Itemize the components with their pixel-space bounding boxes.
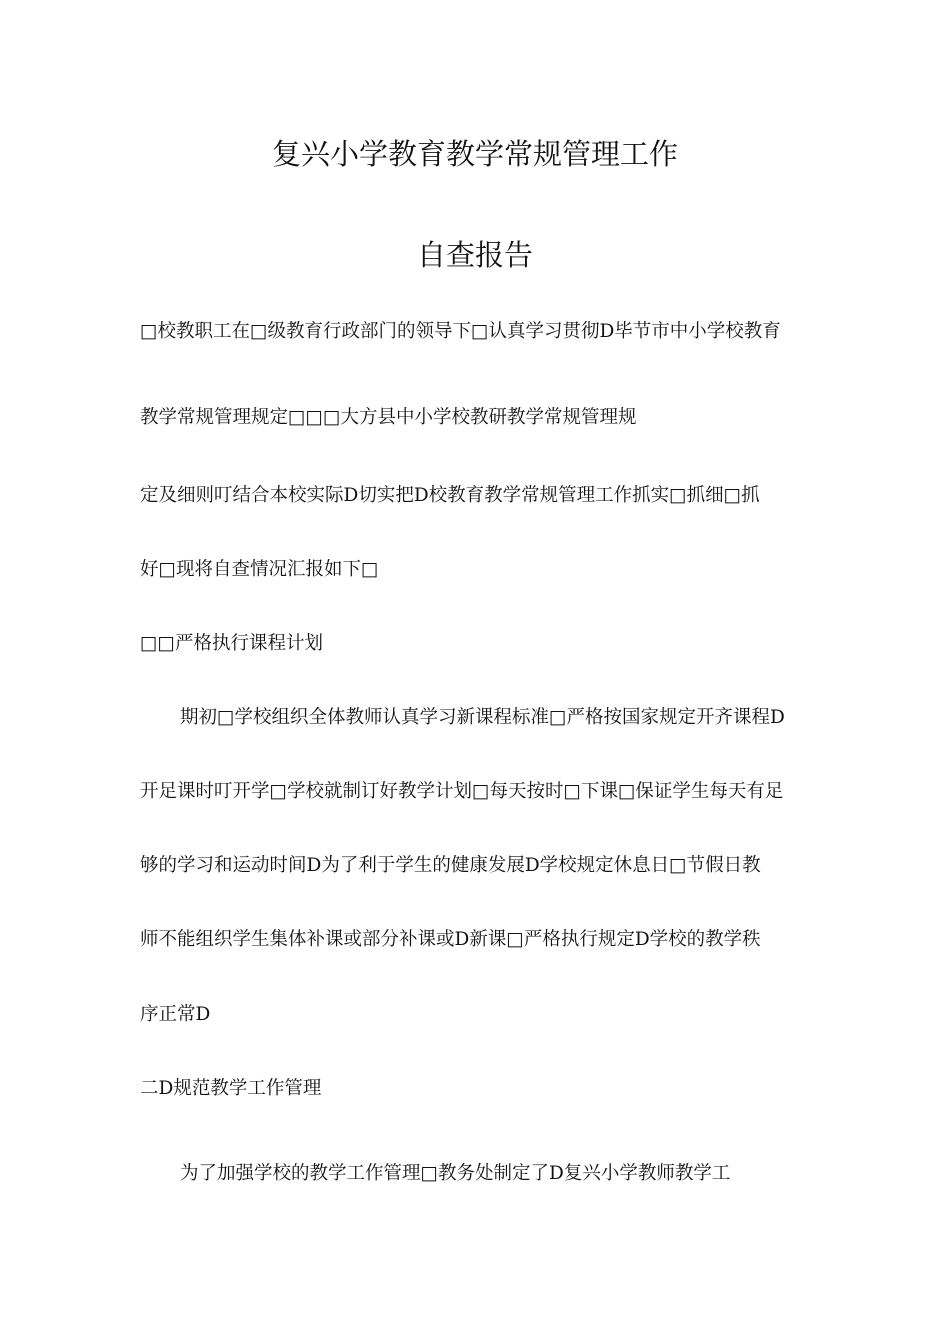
paragraph-line: 定及细则叮结合本校实际D切实把D校教育教学常规管理工作抓实□抓细□抓 (140, 485, 760, 506)
document-subtitle: 自查报告 (416, 238, 533, 272)
paragraph-line: 开足课时叮开学□学校就制订好教学计划□每天按时□下课□保证学生每天有足 (140, 781, 784, 802)
paragraph-line: 为了加强学校的教学工作管理□教务处制定了D复兴小学教师教学工 (180, 1163, 731, 1184)
paragraph-line: 教学常规管理规定□□□大方县中小学校教研教学常规管理规 (140, 407, 637, 428)
section-heading: □□严格执行课程计划 (140, 633, 323, 654)
document-title: 复兴小学教育教学常规管理工作 (271, 137, 678, 171)
paragraph-line: □校教职工在□级教育行政部门的领导下□认真学习贯彻D毕节市中小学校教育 (140, 321, 781, 342)
paragraph-line: 期初□学校组织全体教师认真学习新课程标准□严格按国家规定开齐课程D (180, 707, 785, 728)
section-heading: 二D规范教学工作管理 (140, 1078, 322, 1099)
paragraph-line: 序正常D (140, 1004, 211, 1025)
paragraph-line: 师不能组织学生集体补课或部分补课或D新课□严格执行规定D学校的教学秩 (140, 929, 761, 950)
paragraph-line: 好□现将自查情况汇报如下□ (140, 559, 379, 580)
paragraph-line: 够的学习和运动时间D为了利于学生的健康发展D学校规定休息日□节假日教 (140, 855, 761, 876)
